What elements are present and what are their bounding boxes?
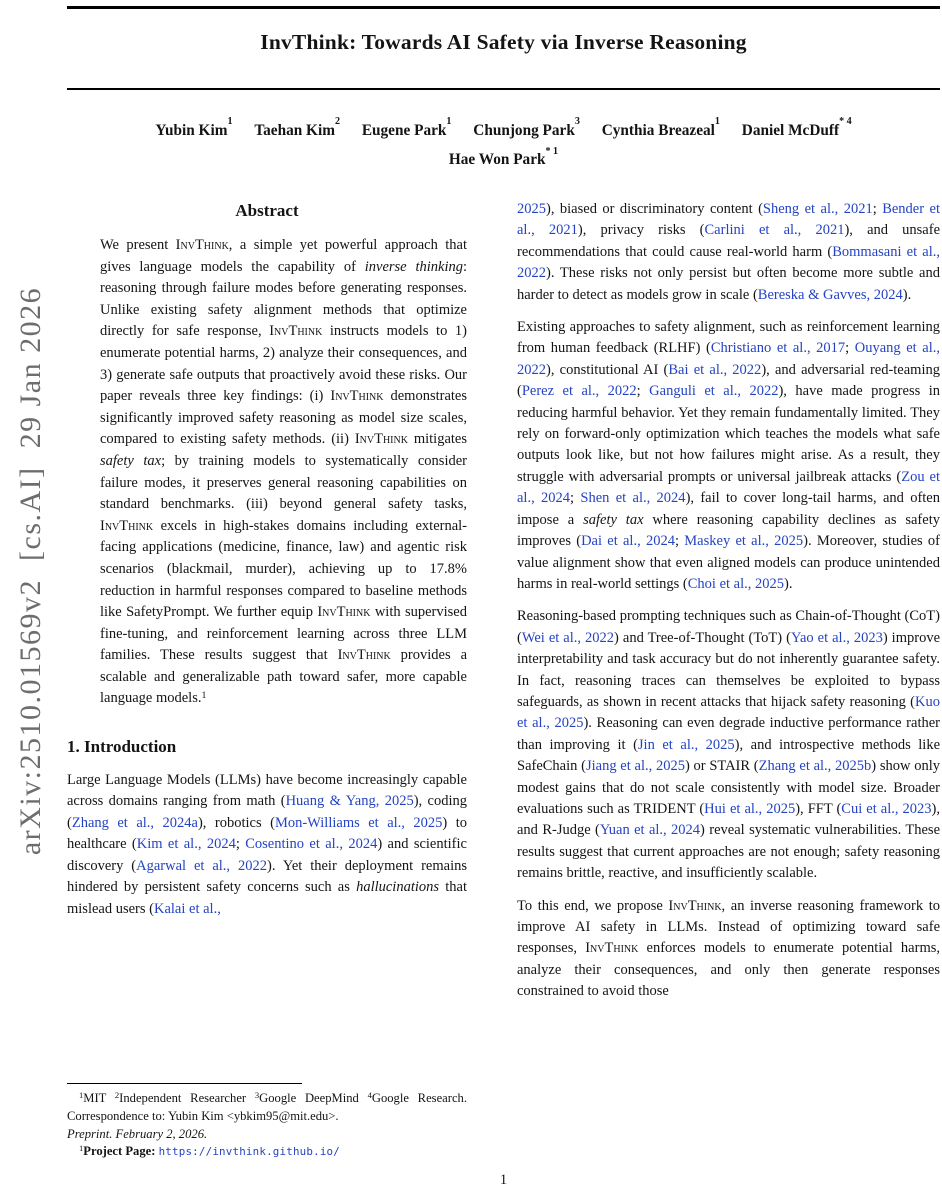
citation-link[interactable]: Zhang et al., 2025b bbox=[758, 758, 872, 775]
author-affiliation-superscript: 1 bbox=[714, 116, 720, 128]
citation-link[interactable]: Shen et al., 2024 bbox=[580, 490, 686, 507]
author-name: Hae Won Park bbox=[448, 151, 546, 169]
author-affiliation-superscript: 1 bbox=[446, 116, 452, 128]
author-name: Eugene Park bbox=[361, 122, 447, 140]
footnote-preprint-date bbox=[67, 1126, 467, 1143]
citation-link[interactable]: Bai et al., 2022 bbox=[668, 361, 762, 378]
italic-text: safety tax bbox=[100, 452, 162, 469]
abstract-text: We present InvThink, a simple yet powerful approach that gives language models the capability of inverse thinking: reasoning through failure modes before generating responses. Unlike existing safety alignment methods that optimize directly for safe response, InvThink instructs models to 1) enumerate potential harms, 2) analyze their consequences, and 3) generate safe outputs that proactively avoid these risks. Our paper reveals three key findings: (i) InvThink demonstrates significantly improved safety reasoning as model size scales, compared to existing safety methods. (ii) InvThink mitigates safety tax; by training models to systematically consider failure modes, it preserves general reasoning capabilities on standard benchmarks. (iii) beyond general safety tasks, InvThink excels in high-stakes domains including external-facing applications (medicine, finance, law) and agentic risk scenarios (blackmail, murder), achieving up to 17.8% reduction in harmful responses compared to baseline methods like SafetyPrompt. We further equip InvThink with supervised fine-tuning, and reinforcement learning across three LLM families. These results suggest that InvThink provides a scalable and generalizable path toward safer, more capable language models.$^1$ bbox=[100, 237, 467, 707]
citation-link[interactable]: Sheng et al., 2021 bbox=[762, 201, 873, 217]
smallcaps-text: InvThink bbox=[269, 323, 323, 340]
citation-link[interactable]: Perez et al., 2022 bbox=[521, 383, 637, 400]
citation-link[interactable]: Yao et al., 2023 bbox=[790, 629, 883, 646]
citation-link[interactable]: Jin et al., 2025 bbox=[637, 736, 735, 753]
paper-title: InvThink: Towards AI Safety via Inverse Reasoning bbox=[260, 30, 747, 54]
author-cynthia-breazeal bbox=[601, 116, 720, 140]
citation-link[interactable]: Zhang et al., 2024a bbox=[71, 814, 198, 831]
citation-link[interactable]: Cui et al., 2023 bbox=[841, 800, 932, 817]
right-paragraph-2: Existing approaches to safety alignment, such as reinforcement learning from human feedback (RLHF) (Christiano et al., 2017; Ouyang et al., 2022), constitutional AI (Bai et al., 2022), and adversarial red-teaming (Perez et al., 2022; Ganguli et al., 2022), have made progress in reducing harmful behavior. Yet they remain fundamentally limited. They rely on forward-only optimization which teaches the models what safe outputs look like, but not how failures might arise. As a result, they struggle with adversarial prompts or universal jailbreak attacks (Zou et al., 2024; Shen et al., 2024), fail to cover long-tail harms, and often impose a safety tax where reasoning capability declines as safety improves (Dai et al., 2024; Maskey et al., 2025). Moreover, studies of value alignment show that even aligned models can produce unintended harms in real-world settings (Choi et al., 2025). bbox=[517, 319, 940, 592]
arxiv-watermark: arXiv:2510.01569v2 [cs.AI] 29 Jan 2026 bbox=[14, 286, 47, 856]
bold-text: Project Page: bbox=[83, 1143, 159, 1158]
author-affiliation-superscript: * 1 bbox=[545, 145, 559, 157]
citation-link[interactable]: Mon-Williams et al., 2025 bbox=[274, 814, 443, 831]
author-yubin-kim bbox=[155, 116, 233, 140]
footnote-project-page bbox=[67, 1143, 467, 1161]
author-name: Cynthia Breazeal bbox=[601, 122, 715, 140]
citation-link[interactable]: Wei et al., 2022 bbox=[521, 629, 615, 646]
citation-link[interactable]: Carlini et al., 2021 bbox=[704, 222, 845, 239]
citation-link[interactable]: Kim et al., 2024 bbox=[136, 836, 236, 853]
right-paragraph-1: 2025), biased or discriminatory content (Sheng et al., 2021; Bender et al., 2021), privacy risks (Carlini et al., 2021), and unsafe recommendations that could cause real-world harm (Bommasani et al., 2022). These risks not only persist but often become more subtle and harder to detect as models grow in scale (Bereska & Gavves, 2024). bbox=[517, 201, 940, 303]
superscript-marker: 3 bbox=[254, 1089, 260, 1100]
superscript-marker: 4 bbox=[367, 1089, 372, 1100]
footnote-affiliations: $^1$MIT $^2$Independent Researcher $^3$Google DeepMind $^4$Google Research. Correspondence to: Yubin Kim <ybkim95@mit.edu>. bbox=[67, 1089, 467, 1124]
smallcaps-text: InvThink bbox=[100, 517, 154, 534]
right-column bbox=[517, 199, 940, 1161]
footnote-rule bbox=[67, 1083, 302, 1084]
smallcaps-text: InvThink bbox=[337, 647, 391, 664]
italic-text: safety tax bbox=[583, 511, 644, 528]
author-name: Daniel McDuff bbox=[741, 122, 840, 140]
footnote-block bbox=[67, 1078, 467, 1161]
citation-link[interactable]: Jiang et al., 2025 bbox=[585, 758, 685, 775]
citation-link[interactable]: Zou et al., 2024 bbox=[517, 468, 940, 507]
italic-text: Preprint. February 2, 2026. bbox=[67, 1126, 208, 1141]
author-name: Chunjong Park bbox=[473, 122, 575, 140]
citation-link[interactable]: Choi et al., 2025 bbox=[687, 575, 785, 592]
abstract-heading: Abstract bbox=[235, 201, 299, 220]
authors-line-2 bbox=[67, 143, 940, 172]
author-chunjong-park bbox=[473, 116, 580, 140]
citation-link[interactable]: Maskey et al., 2025 bbox=[684, 533, 804, 550]
section-heading-introduction: 1. Introduction bbox=[67, 737, 177, 757]
right-paragraph-4: To this end, we propose InvThink, an inverse reasoning framework to improve AI safety in LLMs. Instead of optimizing toward safe responses, InvThink enforces models to enumerate potential harms, analyze their consequences, and only then generate responses constrained to avoid those bbox=[517, 897, 940, 1000]
smallcaps-text: InvThink bbox=[354, 431, 408, 448]
page-number: 1 bbox=[499, 1172, 508, 1188]
header-rule-bottom bbox=[67, 88, 940, 90]
author-hae-won-park bbox=[448, 145, 559, 169]
superscript-marker: 1 bbox=[79, 1089, 84, 1100]
citation-link[interactable]: Cosentino et al., 2024 bbox=[245, 836, 378, 853]
citation-link[interactable]: Agarwal et al., 2022 bbox=[136, 857, 267, 874]
citation-link[interactable]: Bereska & Gavves, 2024 bbox=[757, 286, 903, 303]
author-taehan-kim bbox=[254, 116, 340, 140]
citation-link[interactable]: Christiano et al., 2017 bbox=[710, 340, 846, 357]
smallcaps-text: InvThink bbox=[668, 897, 722, 914]
smallcaps-text: InvThink bbox=[175, 237, 229, 253]
citation-link[interactable]: Ganguli et al., 2022 bbox=[649, 383, 779, 400]
citation-link[interactable]: Dai et al., 2024 bbox=[581, 533, 675, 550]
citation-link[interactable]: Yuan et al., 2024 bbox=[599, 822, 701, 839]
citation-link[interactable]: Hui et al., 2025 bbox=[704, 800, 796, 817]
author-affiliation-superscript: 3 bbox=[574, 116, 580, 128]
citation-link[interactable]: Ouyang et al., 2022 bbox=[517, 340, 940, 378]
left-column bbox=[67, 199, 467, 1161]
citation-link[interactable]: Bender et al., 2021 bbox=[517, 201, 940, 239]
intro-paragraph-1: Large Language Models (LLMs) have become increasingly capable across domains ranging from math (Huang & Yang, 2025), coding (Zhang et al., 2024a), robotics (Mon-Williams et al., 2025) to healthcare (Kim et al., 2024; Cosentino et al., 2024) and scientific discovery (Agarwal et al., 2022). Yet their deployment remains hindered by persistent safety concerns such as hallucinations that mislead users (Kalai et al., bbox=[67, 772, 467, 917]
author-affiliation-superscript: * 4 bbox=[839, 116, 852, 128]
superscript-marker: 1 bbox=[201, 689, 207, 701]
author-affiliation-superscript: 1 bbox=[227, 116, 233, 128]
author-daniel-mcduff bbox=[741, 116, 852, 140]
smallcaps-text: InvThink bbox=[585, 940, 639, 957]
smallcaps-text: InvThink bbox=[317, 604, 371, 621]
header-rule-top bbox=[67, 6, 940, 9]
citation-link[interactable]: Kuo et al., 2025 bbox=[517, 693, 940, 732]
citation-link[interactable]: Huang & Yang, 2025 bbox=[285, 793, 414, 810]
right-paragraph-3: Reasoning-based prompting techniques such as Chain-of-Thought (CoT) (Wei et al., 2022) and Tree-of-Thought (ToT) (Yao et al., 2023) improve interpretability and task accuracy but do not inherently guarantee safety. In fact, reasoning traces can themselves be exploited to bypass safeguards, as shown in recent attacks that hijack safety reasoning (Kuo et al., 2025). Reasoning can even degrade inductive performance rather than improving it (Jin et al., 2025), and introspective methods like SafeChain (Jiang et al., 2025) or STAIR (Zhang et al., 2025b) show only modest gains that do not scale consistently with model size. Broader evaluations such as TRIDENT (Hui et al., 2025), FFT (Cui et al., 2023), and R-Judge (Yuan et al., 2024) reveal systematic vulnerabilities. These results suggest that current approaches are not enough; safety reasoning remains brittle, reactive, and insufficiently scalable. bbox=[517, 608, 940, 882]
citation-link[interactable]: Kalai et al., bbox=[153, 900, 221, 917]
superscript-marker: 2 bbox=[114, 1089, 120, 1100]
italic-text: hallucinations bbox=[356, 879, 440, 896]
author-name: Yubin Kim bbox=[155, 122, 228, 140]
smallcaps-text: InvThink bbox=[330, 388, 384, 405]
citation-link[interactable]: Bommasani et al., 2022 bbox=[517, 243, 940, 282]
citation-link[interactable]: 2025 bbox=[517, 201, 546, 217]
url-link[interactable]: https://invthink.github.io/ bbox=[158, 1144, 340, 1158]
italic-text: inverse thinking bbox=[364, 258, 463, 275]
author-affiliation-superscript: 2 bbox=[334, 116, 340, 128]
author-eugene-park bbox=[361, 116, 452, 140]
authors-line-1 bbox=[67, 114, 940, 143]
author-name: Taehan Kim bbox=[254, 122, 335, 140]
author-block bbox=[67, 114, 940, 172]
superscript-marker: 1 bbox=[79, 1142, 84, 1153]
